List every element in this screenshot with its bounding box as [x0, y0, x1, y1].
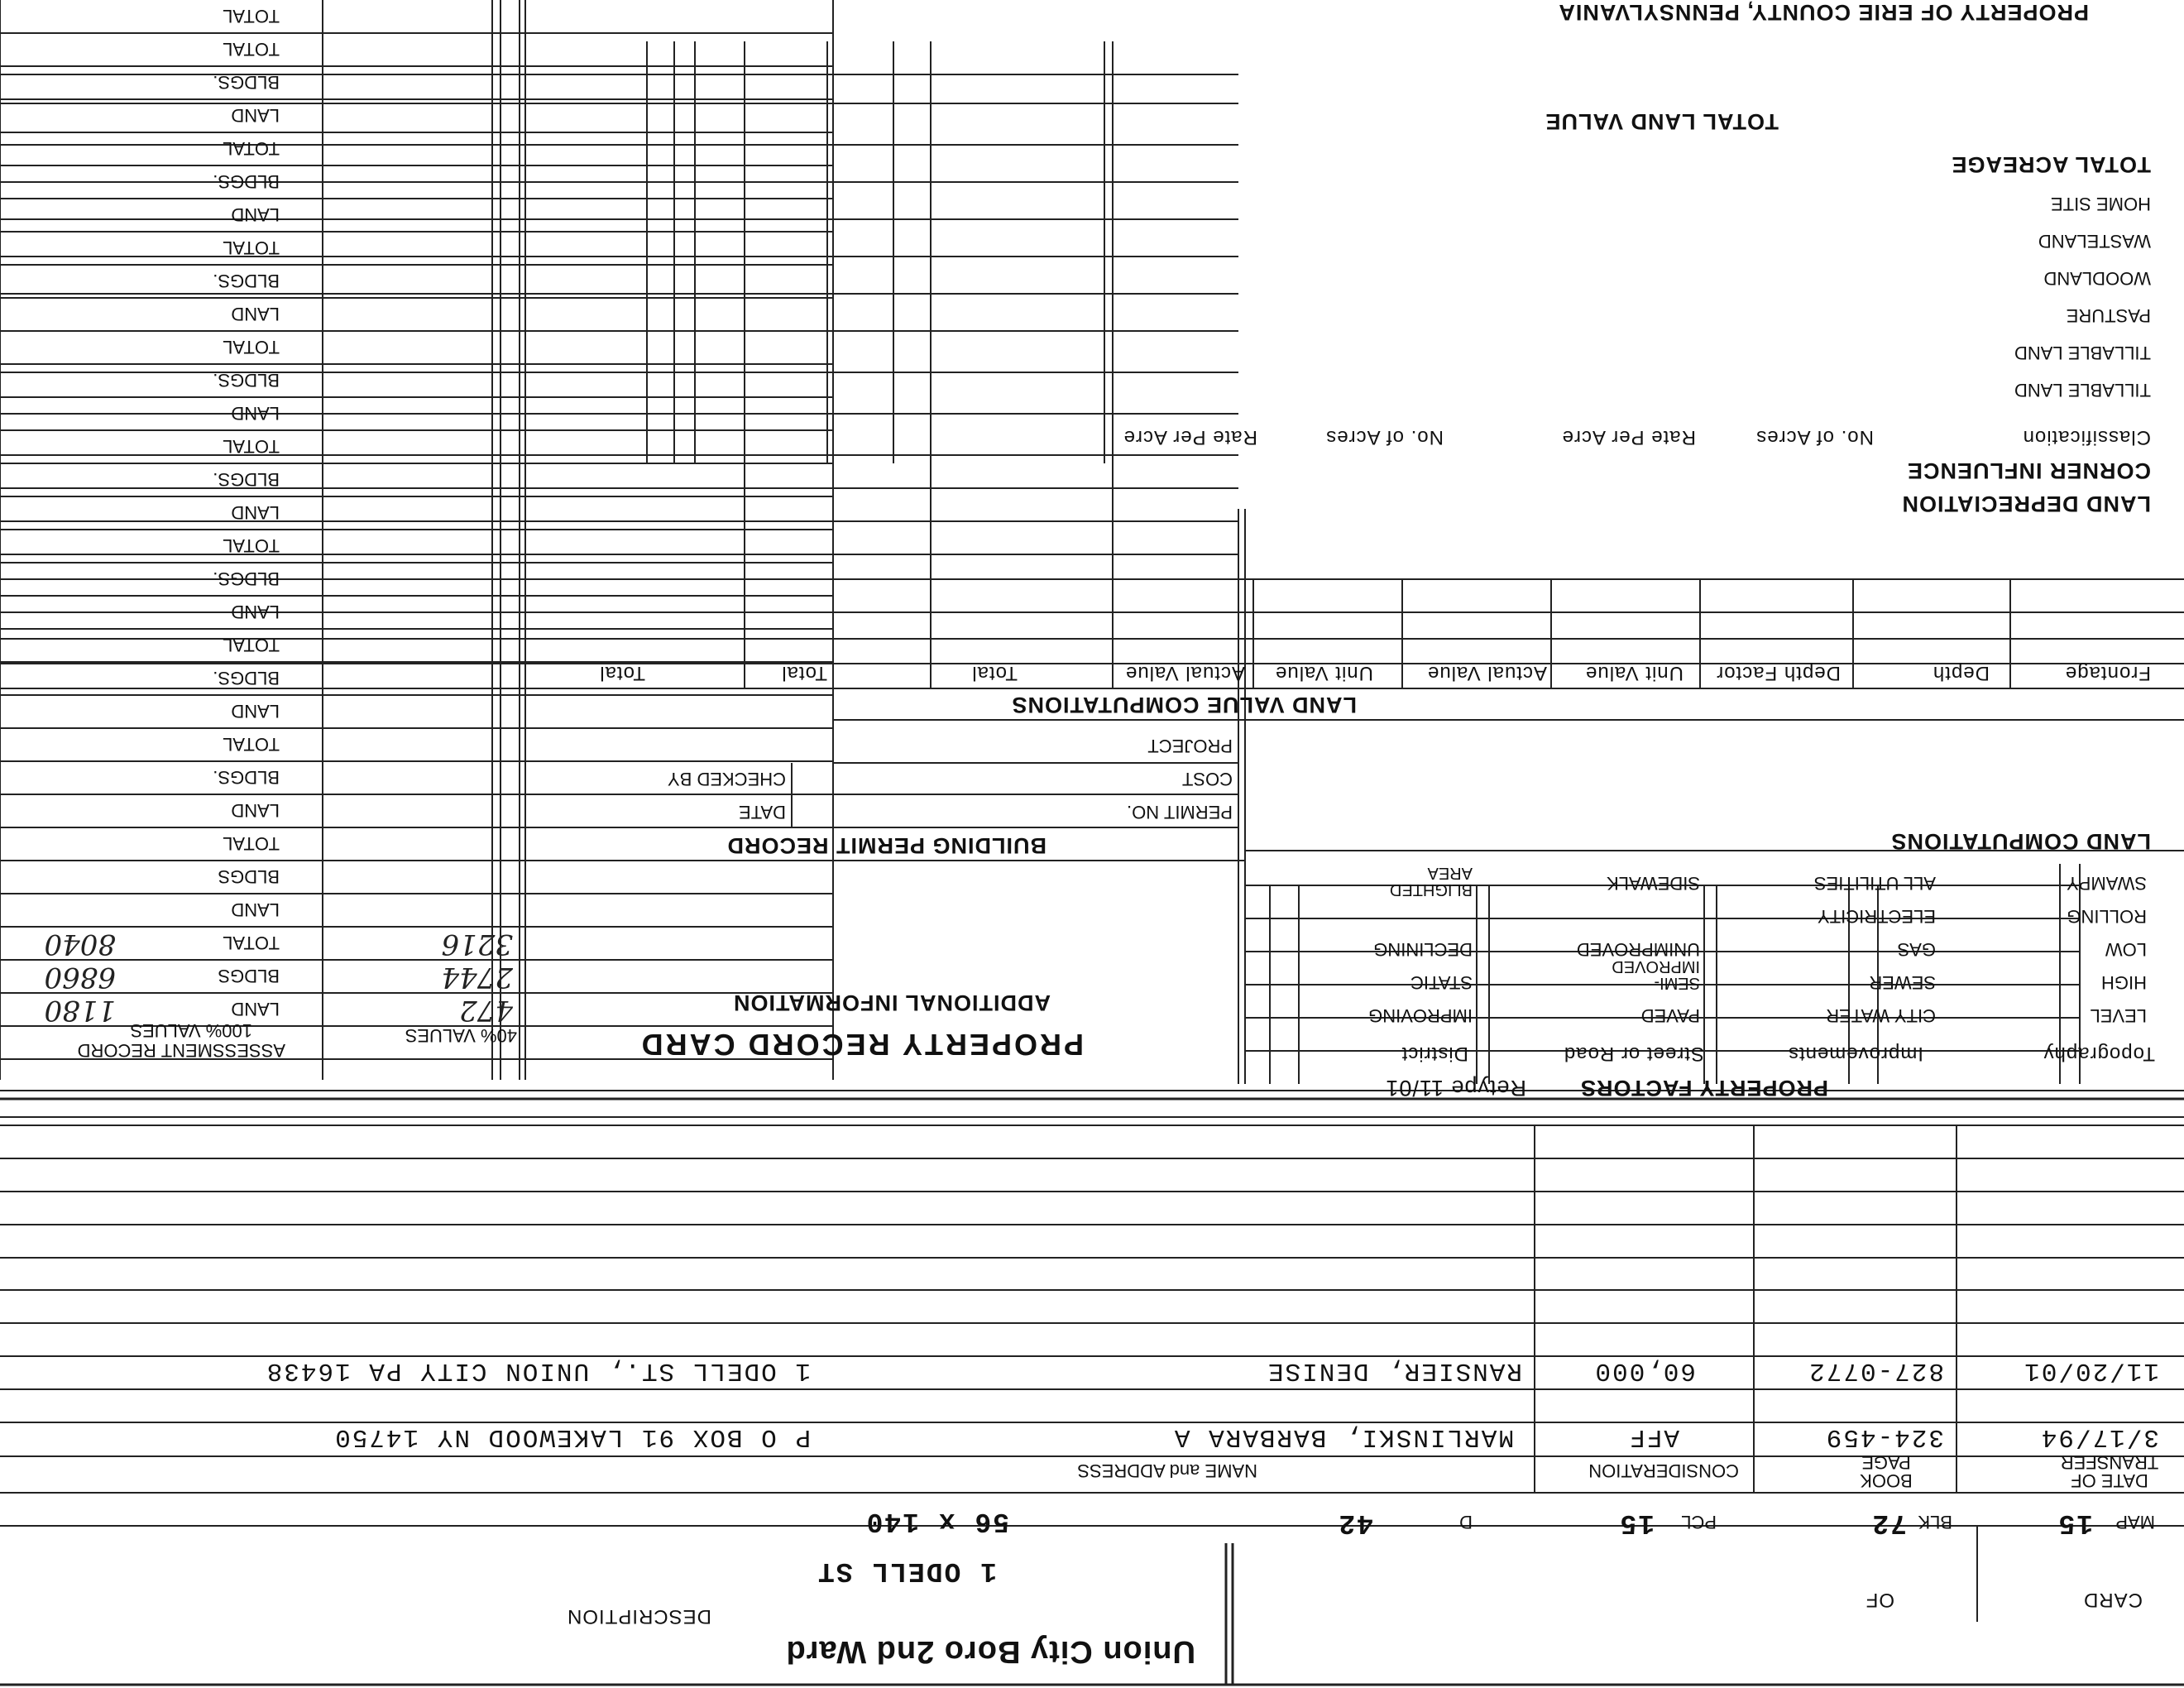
pf-unimproved: UNIMPROVED — [1576, 939, 1700, 960]
pf-header-street: Street or Road — [1563, 1043, 1704, 1065]
value-land-label: LAND — [231, 204, 280, 225]
card-of-label: OF — [1865, 1589, 1894, 1611]
description-line1: 1 ODELL ST — [816, 1556, 997, 1586]
value-total-label: TOTAL — [223, 734, 280, 755]
pct40-land-value: 472 — [459, 994, 513, 1027]
transfer-name: RANSIER, DENISE — [1266, 1356, 1522, 1385]
lvc-depth: Depth — [1932, 662, 1990, 684]
pf-header-improvements: Improvements — [1787, 1043, 1923, 1065]
transfer-consideration: 60,000 — [1593, 1356, 1696, 1385]
assessment-record-header: ASSESSMENT RECORD — [77, 1040, 285, 1061]
transfer-date: 3/17/94 — [2039, 1422, 2159, 1451]
corner-influence-label: CORNER INFLUENCE — [1906, 458, 2151, 483]
value-total-label: TOTAL — [223, 138, 280, 159]
value-land-label: LAND — [231, 701, 280, 722]
class-wasteland: WASTELAND — [2038, 231, 2151, 252]
value-bldgs-label: BLDGS. — [213, 171, 280, 192]
value-land-label: LAND — [231, 502, 280, 523]
project-label: PROJECT — [1147, 736, 1233, 756]
value-bldgs-label: BLDGS. — [213, 72, 280, 93]
pct40-bldgs-value: 2744 — [441, 961, 513, 994]
consideration-header: CONSIDERATION — [1588, 1460, 1739, 1481]
lvc-total-3: Total — [599, 662, 645, 684]
pct100-bldgs-value: 6860 — [44, 961, 116, 994]
transfer-book-page: 827-0772 — [1808, 1356, 1944, 1385]
class-pasture: PASTURE — [2066, 305, 2151, 326]
pf-blighted-area: BLIGHTED AREA — [1389, 864, 1473, 899]
pf-header-topography: Topography — [2043, 1043, 2155, 1065]
class-tillable-1: TILLABLE LAND — [2014, 380, 2151, 400]
blk-value: 72 — [1870, 1508, 1907, 1538]
pct40-total-value: 3216 — [441, 928, 513, 961]
blk-label: BLK — [1918, 1512, 1952, 1532]
permit-no-label: PERMIT NO. — [1127, 802, 1233, 822]
map-value: 15 — [2057, 1508, 2093, 1538]
lvc-actual-value-1: Actual Value — [1427, 662, 1547, 684]
land-value-computations-title: LAND VALUE COMPUTATIONS — [1011, 693, 1357, 717]
value-bldgs-label: BLDGS. — [213, 767, 280, 788]
card-label: CARD — [2082, 1589, 2143, 1611]
value-bldgs-label: BLDGS — [218, 866, 280, 887]
pf-improving: IMPROVING — [1368, 1005, 1473, 1026]
description-line2: 56 x 140 — [864, 1506, 1009, 1537]
value-total-label: TOTAL — [223, 833, 280, 854]
value-land-label: LAND — [231, 602, 280, 622]
description-label: DESCRIPTION — [566, 1605, 711, 1628]
transfer-address: 1 ODELL ST., UNION CITY PA 16438 — [265, 1356, 811, 1385]
lvc-unit-value-2: Unit Value — [1275, 662, 1373, 684]
value-land-label: LAND — [231, 304, 280, 324]
book-page-header: BOOK PAGE — [1860, 1452, 1913, 1491]
property-factors-title: PROPERTY FACTORS — [1579, 1076, 1828, 1101]
permit-date-label: DATE — [738, 802, 786, 822]
name-address-header: NAME and ADDRESS — [1077, 1460, 1257, 1481]
transfer-date: 11/20/01 — [2023, 1356, 2159, 1385]
no-acres-header-2: No. of Acres — [1325, 426, 1444, 448]
pf-all-utilities: ALL UTILITIES — [1813, 873, 1936, 894]
pf-semi-improved: SEMI-IMPROVED — [1612, 957, 1700, 992]
class-tillable-2: TILLABLE LAND — [2014, 343, 2151, 363]
d-value: 42 — [1337, 1508, 1373, 1538]
additional-info-label: ADDITIONAL INFORMATION — [733, 990, 1051, 1015]
transfer-book-page: 324-459 — [1824, 1422, 1944, 1451]
pf-sewer: SEWER — [1869, 972, 1936, 993]
pf-level: LEVEL — [2090, 1005, 2147, 1026]
pct100-total-value: 8040 — [44, 928, 116, 961]
value-land-label: LAND — [231, 105, 280, 126]
value-bldgs-label: BLDGS. — [213, 568, 280, 589]
land-depreciation-label: LAND DEPRECIATION — [1901, 492, 2151, 516]
value-bldgs-label: BLDGS. — [213, 370, 280, 391]
value-bldgs-label: BLDGS. — [213, 668, 280, 688]
lvc-unit-value-1: Unit Value — [1585, 662, 1684, 684]
no-acres-header-1: No. of Acres — [1755, 426, 1874, 448]
record-card-title: PROPERTY RECORD CARD — [639, 1028, 1084, 1062]
value-bldgs-label: BLDGS. — [213, 271, 280, 291]
value-total-label: TOTAL — [223, 6, 280, 26]
value-total-label: TOTAL — [223, 535, 280, 556]
class-total-acreage: TOTAL ACREAGE — [1951, 152, 2151, 177]
lvc-frontage: Frontage — [2064, 662, 2151, 684]
pcl-label: PCL — [1681, 1512, 1717, 1532]
value-total-label: TOTAL — [223, 337, 280, 357]
pf-sidewalk: SIDEWALK — [1607, 873, 1700, 894]
pf-swampy: SWAMPY — [2067, 873, 2147, 894]
transfer-consideration: AFF — [1628, 1422, 1679, 1451]
value-land-label: LAND — [231, 403, 280, 424]
permit-cost-label: COST — [1181, 769, 1233, 789]
retype-note: Retype 11/01 — [1385, 1076, 1526, 1101]
lvc-depth-factor: Depth Factor — [1716, 662, 1841, 684]
class-woodland: WOODLAND — [2043, 268, 2151, 289]
rate-per-acre-header-1: Rate Per Acre — [1561, 426, 1696, 448]
value-land-label: LAND — [231, 899, 280, 920]
value-total-label: TOTAL — [223, 39, 280, 60]
classification-header: Classification — [2022, 426, 2151, 448]
pf-low: LOW — [2105, 939, 2147, 960]
class-home-site: HOME SITE — [2050, 194, 2151, 214]
value-land-label: LAND — [231, 999, 280, 1019]
value-total-label: TOTAL — [223, 237, 280, 258]
value-bldgs-label: BLDGS. — [213, 469, 280, 490]
pf-electricity: ELECTRICITY — [1817, 906, 1936, 927]
property-of-label: PROPERTY OF ERIE COUNTY, PENNSYLVANIA — [1558, 0, 2089, 25]
pf-gas: GAS — [1897, 939, 1936, 960]
lvc-total-2: Total — [781, 662, 827, 684]
pf-high: HIGH — [2101, 972, 2147, 993]
lvc-actual-value-2: Actual Value — [1125, 662, 1245, 684]
pcl-value: 15 — [1618, 1508, 1655, 1538]
land-computations-title: LAND COMPUTATIONS — [1890, 829, 2151, 854]
pf-static: STATIC — [1410, 972, 1473, 993]
value-total-label: TOTAL — [223, 933, 280, 953]
pct40-values-header: 40% VALUES — [405, 1025, 517, 1046]
transfer-name: MARLINSKI, BARBARA A — [1172, 1422, 1514, 1451]
pf-rolling: ROLLING — [2067, 906, 2147, 927]
d-label: D — [1459, 1512, 1473, 1532]
lvc-total-1: Total — [971, 662, 1018, 684]
rate-per-acre-header-2: Rate Per Acre — [1123, 426, 1257, 448]
value-total-label: TOTAL — [223, 436, 280, 457]
transfer-date-header: DATE OF TRANSFER — [2060, 1452, 2159, 1491]
pct100-values-header: 100% VALUES — [130, 1020, 252, 1041]
total-land-value-label: TOTAL LAND VALUE — [1545, 109, 1779, 134]
value-land-label: LAND — [231, 800, 280, 821]
pf-paved: PAVED — [1640, 1005, 1700, 1026]
pf-header-district: District — [1401, 1043, 1468, 1065]
district-stamp: Union City Boro 2nd Ward — [785, 1634, 1195, 1669]
building-permit-title: BUILDING PERMIT RECORD — [726, 833, 1046, 858]
pf-city-water: CITY WATER — [1826, 1005, 1936, 1026]
transfer-address: P O BOX 91 LAKEWOOD NY 14750 — [333, 1422, 811, 1451]
pf-declining: DECLINING — [1373, 939, 1473, 960]
value-total-label: TOTAL — [223, 635, 280, 655]
map-label: MAP — [2115, 1512, 2155, 1532]
value-bldgs-label: BLDGS — [218, 966, 280, 986]
pct100-land-value: 1180 — [44, 994, 116, 1027]
checked-by-label: CHECKED BY — [667, 769, 786, 789]
